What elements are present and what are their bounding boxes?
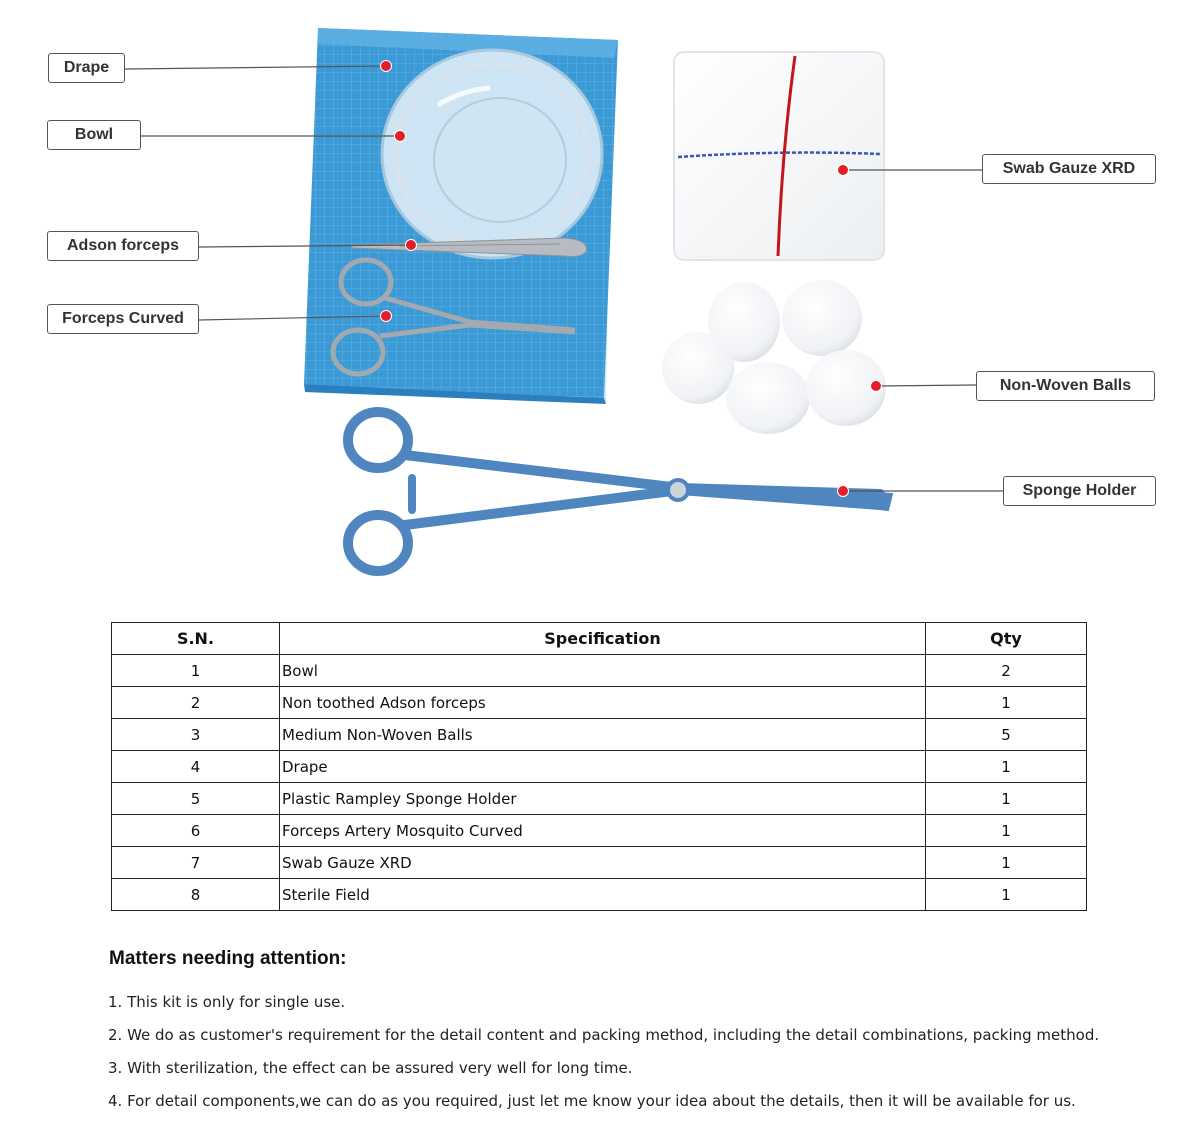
cell-spec: Medium Non-Woven Balls: [280, 719, 926, 751]
swab-gauze-image: [674, 52, 884, 260]
cell-qty: 1: [926, 815, 1087, 847]
cell-sn: 8: [112, 879, 280, 911]
cell-sn: 5: [112, 783, 280, 815]
cell-sn: 3: [112, 719, 280, 751]
sponge-holder-image: [348, 412, 892, 571]
label-adson-forceps: Adson forceps: [47, 231, 199, 261]
cell-qty: 1: [926, 751, 1087, 783]
cell-qty: 1: [926, 687, 1087, 719]
bowl-image: [382, 50, 602, 258]
cell-spec: Sterile Field: [280, 879, 926, 911]
header-qty: Qty: [926, 623, 1087, 655]
header-specification: Specification: [280, 623, 926, 655]
table-row: [112, 687, 1087, 719]
note-item: 1. This kit is only for single use.: [108, 993, 346, 1011]
non-woven-balls-image: [662, 280, 886, 434]
cell-qty: 2: [926, 655, 1087, 687]
table-row: [112, 719, 1087, 751]
table-row: [112, 751, 1087, 783]
label-non-woven-balls: Non-Woven Balls: [976, 371, 1155, 401]
cell-spec: Bowl: [280, 655, 926, 687]
notes-title: Matters needing attention:: [109, 948, 347, 969]
table-row: [112, 815, 1087, 847]
header-sn: S.N.: [112, 623, 280, 655]
table-header-row: [112, 623, 1087, 655]
cell-spec: Drape: [280, 751, 926, 783]
cell-spec: Plastic Rampley Sponge Holder: [280, 783, 926, 815]
cell-sn: 1: [112, 655, 280, 687]
note-item: 3. With sterilization, the effect can be assured very well for long time.: [108, 1059, 633, 1077]
cell-qty: 1: [926, 879, 1087, 911]
note-item: 2. We do as customer's requirement for the detail content and packing method, including the detail combinations, packing method.: [108, 1026, 1100, 1044]
label-bowl: Bowl: [47, 120, 141, 150]
label-drape: Drape: [48, 53, 125, 83]
table-row: [112, 783, 1087, 815]
cell-sn: 2: [112, 687, 280, 719]
table-row: [112, 847, 1087, 879]
label-sponge-holder: Sponge Holder: [1003, 476, 1156, 506]
specification-table: [111, 622, 1087, 911]
cell-sn: 7: [112, 847, 280, 879]
cell-qty: 5: [926, 719, 1087, 751]
label-swab-gauze: Swab Gauze XRD: [982, 154, 1156, 184]
label-forceps-curved: Forceps Curved: [47, 304, 199, 334]
cell-spec: Forceps Artery Mosquito Curved: [280, 815, 926, 847]
cell-qty: 1: [926, 783, 1087, 815]
note-item: 4. For detail components,we can do as you required, just let me know your idea about the details, then it will be available for us.: [108, 1092, 1076, 1110]
cell-sn: 4: [112, 751, 280, 783]
cell-qty: 1: [926, 847, 1087, 879]
cell-spec: Non toothed Adson forceps: [280, 687, 926, 719]
cell-sn: 6: [112, 815, 280, 847]
table-row: [112, 655, 1087, 687]
cell-spec: Swab Gauze XRD: [280, 847, 926, 879]
table-row: [112, 879, 1087, 911]
